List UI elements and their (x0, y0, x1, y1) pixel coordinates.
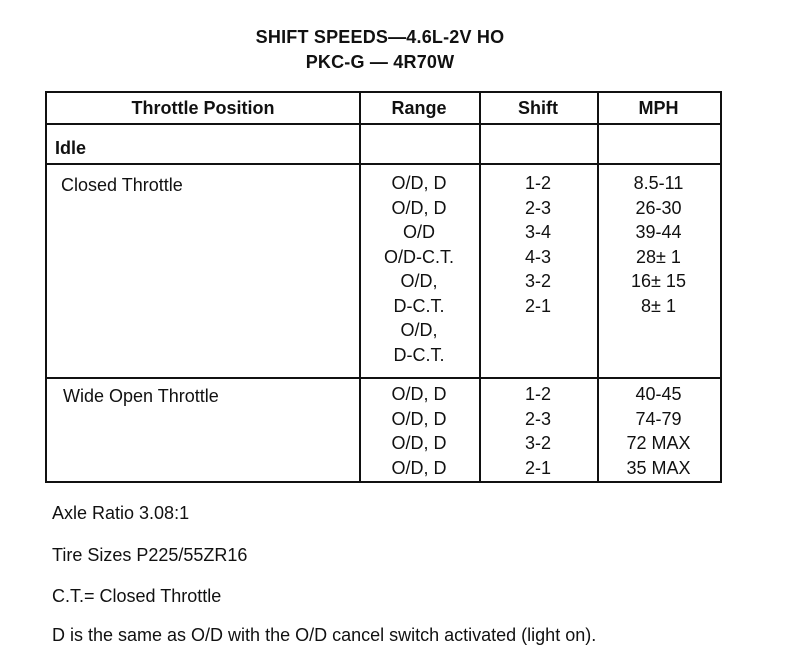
shift-cell: 2-3 (524, 408, 551, 429)
page-subtitle: PKC-G — 4R70W (305, 52, 455, 72)
mph-cell: 8.5-11 (633, 173, 684, 193)
mph-cell: 35 MAX (626, 457, 691, 478)
row-label-idle: Idle (55, 138, 87, 158)
page-title: SHIFT SPEEDS—4.6L-2V HO (255, 27, 505, 47)
shift-cell: 2-3 (524, 197, 551, 218)
shift-speeds-table (45, 91, 722, 483)
mph-cell: 8± 1 (641, 295, 676, 316)
shift-cell: 3-2 (524, 433, 551, 453)
header-throttle-position: Throttle Position (131, 98, 275, 118)
range-cell: D-C.T. (393, 295, 445, 316)
mph-cell: 72 MAX (626, 433, 691, 453)
shift-cell: 2-1 (524, 295, 551, 316)
mph-cell: 74-79 (635, 408, 682, 429)
mph-cell: 39-44 (635, 222, 682, 242)
range-cell: O/D, (400, 320, 438, 340)
range-cell: O/D, D (391, 433, 447, 453)
range-cell: O/D, D (391, 384, 447, 404)
header-shift: Shift (518, 98, 558, 118)
tire-sizes-note: Tire Sizes P225/55ZR16 (52, 545, 248, 565)
range-cell: O/D-C.T. (384, 246, 454, 267)
range-cell: O/D, (400, 271, 438, 291)
wide-range-column (359, 382, 479, 480)
range-cell: O/D, D (391, 408, 447, 429)
range-cell: O/D, D (391, 457, 447, 478)
row-label-wide-open-throttle: Wide Open Throttle (63, 386, 219, 406)
shift-cell: 1-2 (524, 173, 551, 193)
shift-cell: 3-2 (524, 271, 551, 291)
axle-ratio-note: Axle Ratio 3.08:1 (52, 503, 190, 523)
closed-range-column (359, 171, 479, 367)
closed-throttle-note: C.T.= Closed Throttle (52, 586, 222, 606)
closed-row-divider (47, 377, 720, 379)
header-range: Range (391, 98, 447, 118)
closed-shift-column (479, 171, 597, 318)
cancel-switch-note: D is the same as O/D with the O/D cancel switch activated (light on). (52, 625, 597, 645)
mph-cell: 26-30 (635, 197, 682, 218)
wide-shift-column (479, 382, 597, 480)
row-label-closed-throttle: Closed Throttle (61, 175, 183, 195)
range-cell: O/D, D (391, 197, 447, 218)
shift-cell: 1-2 (524, 384, 551, 404)
range-cell: O/D (402, 222, 435, 242)
shift-cell: 3-4 (524, 222, 551, 242)
shift-cell: 4-3 (524, 246, 551, 267)
wide-mph-column (597, 382, 720, 480)
shift-cell: 2-1 (524, 457, 551, 478)
mph-cell: 28± 1 (636, 246, 681, 267)
range-cell: D-C.T. (393, 344, 445, 365)
range-cell: O/D, D (391, 173, 447, 193)
closed-mph-column (597, 171, 720, 318)
header-mph: MPH (638, 98, 679, 118)
mph-cell: 40-45 (635, 384, 682, 404)
idle-row-divider (47, 163, 720, 165)
mph-cell: 16± 15 (631, 271, 686, 291)
header-divider (47, 123, 720, 125)
